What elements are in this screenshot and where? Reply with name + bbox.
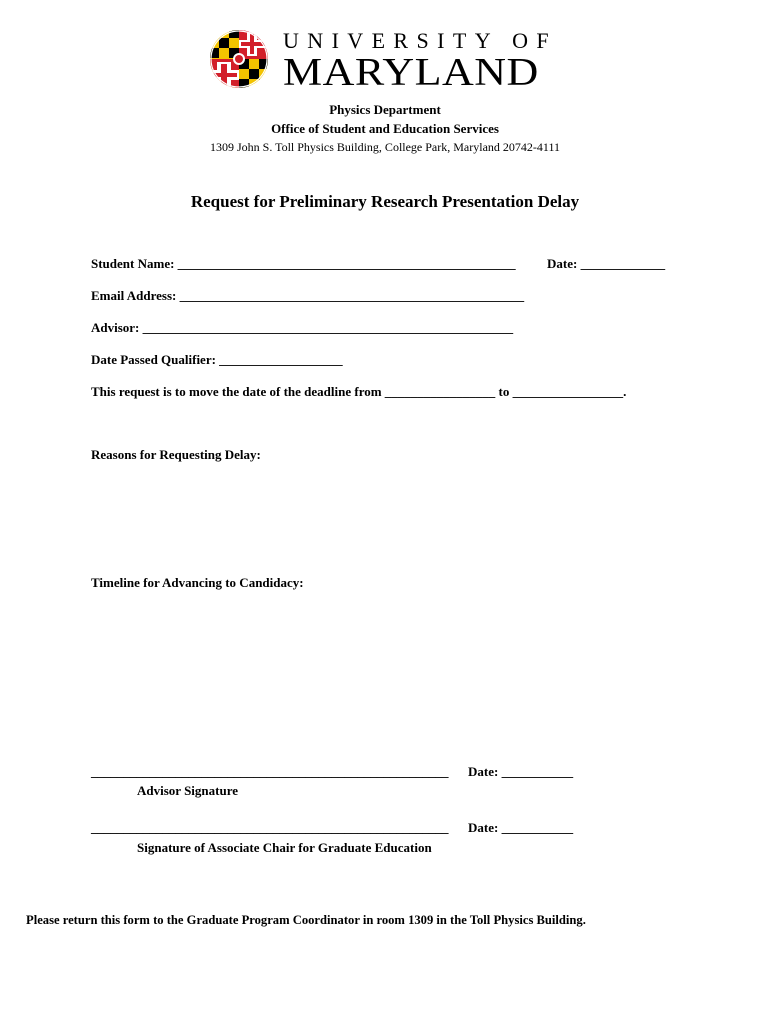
maryland-flag-seal-icon bbox=[209, 28, 269, 90]
advisor-signature-line[interactable]: _______________________________________________________ bbox=[91, 764, 449, 779]
form-title: Request for Preliminary Research Presentation Delay bbox=[190, 192, 580, 211]
advisor-signature-date-field[interactable]: Date: ___________ bbox=[468, 764, 574, 779]
timeline-label: Timeline for Advancing to Candidacy: bbox=[91, 575, 304, 590]
deadline-move-field[interactable]: This request is to move the date of the deadline from _________________ to _________________. bbox=[91, 384, 627, 399]
date-passed-qualifier-field[interactable]: Date Passed Qualifier: ___________________ bbox=[91, 352, 343, 367]
department-name: Physics Department bbox=[329, 102, 441, 117]
advisor-signature-label: Advisor Signature bbox=[137, 783, 239, 798]
student-name-field[interactable]: Student Name: ____________________________________________________ bbox=[91, 256, 516, 271]
chair-signature-line[interactable]: _______________________________________________________ bbox=[91, 820, 449, 835]
logo-text-university-of: UNIVERSITY OF bbox=[283, 28, 557, 53]
return-instructions: Please return this form to the Graduate Program Coordinator in room 1309 in the Toll Physics Building. bbox=[26, 913, 586, 927]
reasons-label: Reasons for Requesting Delay: bbox=[91, 447, 261, 462]
advisor-field[interactable]: Advisor: _________________________________________________________ bbox=[91, 320, 514, 335]
email-address-field[interactable]: Email Address: _____________________________________________________ bbox=[91, 288, 525, 303]
chair-signature-date-field[interactable]: Date: ___________ bbox=[468, 820, 574, 835]
office-name: Office of Student and Education Services bbox=[271, 121, 499, 136]
logo-text-maryland: MARYLAND bbox=[283, 49, 539, 94]
address: 1309 John S. Toll Physics Building, College Park, Maryland 20742-4111 bbox=[209, 140, 561, 154]
date-field[interactable]: Date: _____________ bbox=[547, 256, 666, 271]
chair-signature-label: Signature of Associate Chair for Graduate Education bbox=[137, 840, 432, 855]
